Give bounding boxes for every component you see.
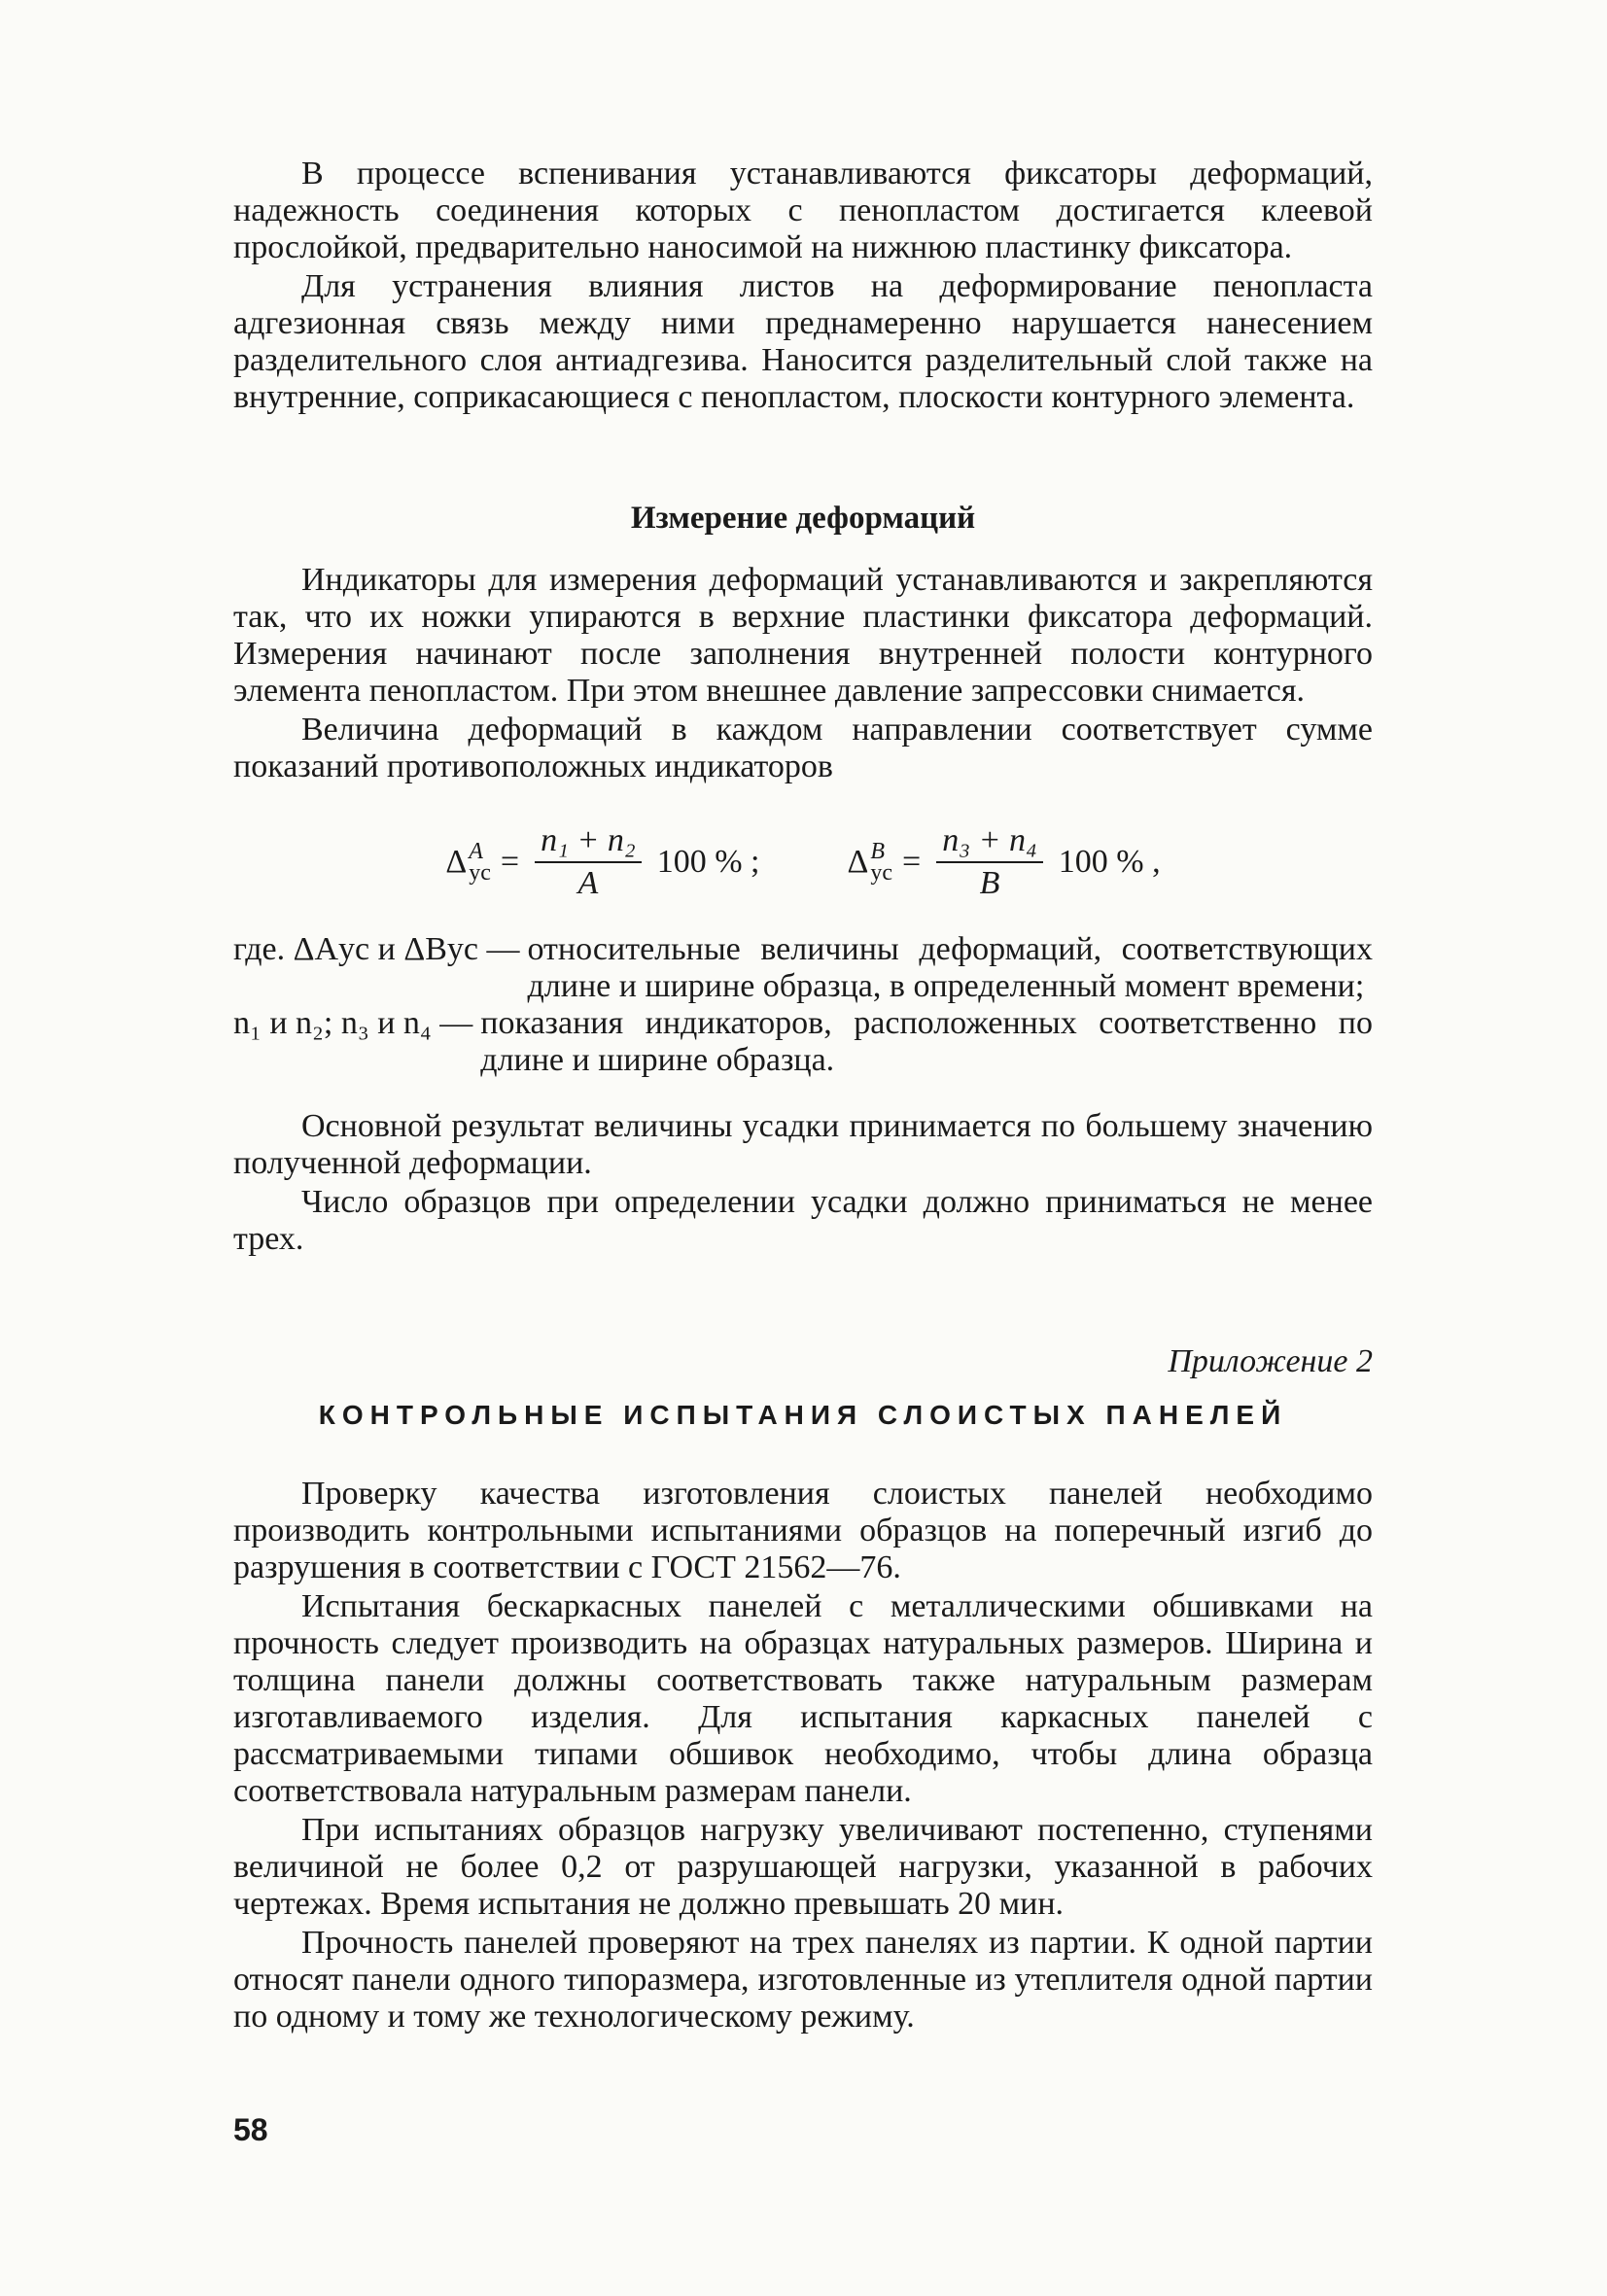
appendix-title: КОНТРОЛЬНЫЕ ИСПЫТАНИЯ СЛОИСТЫХ ПАНЕЛЕЙ — [318, 1400, 1288, 1430]
formula-a-sup: A — [469, 839, 483, 864]
appendix-paragraph-4: Прочность панелей проверяют на трех панелях из партии. К одной партии относят панели одного типоразмера, изготовленные из утеплителя одной партии по одному и тому же технологическому режиму. — [233, 1925, 1373, 2035]
intro-paragraph-1: В процессе вспенивания устанавливаются фиксаторы деформаций, надежность соединения которых с пенопластом достигается клеевой прослойкой, предварительно наносимой на нижнюю пластинку фиксатора. — [233, 156, 1373, 265]
formula-b-delta: Δ — [847, 844, 869, 880]
measurement-heading: Измерение деформаций — [630, 501, 976, 536]
measurement-body — [233, 562, 1373, 785]
formula-a-sub: ус — [469, 860, 491, 886]
formula-a-fraction — [535, 822, 642, 902]
definition-2-term: n₁ и n₂; n₃ и n₄ — — [233, 1005, 473, 1041]
definition-2-desc: показания индикаторов, расположенных соответственно по длине и ширине образца. — [480, 1005, 1373, 1078]
appendix-header — [233, 1343, 1373, 1431]
formula-b-tail: 100 % , — [1058, 844, 1161, 880]
appendix-paragraph-3: При испытаниях образцов нагрузку увеличивают постепенно, ступенями величиной не более 0,2 от разрушающей нагрузки, указанной в рабочих чертежах. Время испытания не должно превышать 20 мин. — [233, 1812, 1373, 1922]
definition-1 — [233, 931, 1373, 1005]
intro-paragraph-2: Для устранения влияния листов на деформирование пенопласта адгезионная связь между ними преднамеренно нарушается нанесением разделительного слоя антиадгезива. Наносится разделительный слой также на внутренние, соприкасающиеся с пенопластом, плоскости контурного элемента. — [233, 268, 1373, 415]
formula-b-sub: ус — [870, 860, 892, 886]
formula-b-equals: = — [902, 844, 922, 880]
formula-a-lhs — [445, 841, 491, 884]
appendix-label: Приложение 2 — [1168, 1343, 1373, 1379]
definition-1-term: где. ΔAус и ΔBус — — [233, 931, 520, 967]
measurement-conclusion — [233, 1108, 1373, 1258]
formula-a-numerator: n₁ + n₂ — [535, 822, 642, 863]
formula-b-denominator: B — [979, 865, 1000, 901]
measurement-paragraph-4: Число образцов при определении усадки должно приниматься не менее трех. — [233, 1184, 1373, 1257]
formula-row — [233, 822, 1373, 902]
page-number: 58 — [233, 2112, 268, 2147]
measurement-paragraph-1: Индикаторы для измерения деформаций устанавливаются и закрепляются так, что их ножки упираются в верхние пластинки фиксатора деформаций. Измерения начинают после заполнения внутренней полости контурного элемента пенопластом. При этом внешнее давление запрессовки снимается. — [233, 562, 1373, 709]
appendix-body — [233, 1476, 1373, 2035]
formula-a — [445, 822, 759, 902]
appendix-paragraph-1: Проверку качества изготовления слоистых панелей необходимо производить контрольными испытаниями образцов на поперечный изгиб до разрушения в соответствии с ГОСТ 21562—76. — [233, 1476, 1373, 1585]
formula-a-denominator: A — [577, 865, 599, 901]
measurement-paragraph-2: Величина деформаций в каждом направлении соответствует сумме показаний противоположных индикаторов — [233, 712, 1373, 784]
measurement-paragraph-3: Основной результат величины усадки принимается по большему значению полученной деформации. — [233, 1108, 1373, 1181]
definitions — [233, 931, 1373, 1079]
intro-section — [233, 156, 1373, 416]
measurement-section — [233, 501, 1373, 537]
formula-b — [847, 822, 1160, 902]
formula-b-sup: B — [870, 839, 886, 864]
formula-a-equals: = — [500, 844, 520, 880]
definition-1-desc: относительные величины деформаций, соответствующих длине и ширине образца, в определенный момент времени; — [527, 931, 1373, 1004]
formula-b-lhs — [847, 841, 892, 884]
formula-b-fraction — [936, 822, 1043, 902]
appendix-paragraph-2: Испытания бескаркасных панелей с металлическими обшивками на прочность следует производить на образцах натуральных размеров. Ширина и толщина панели должны соответствовать также натуральным размерам изготавливаемого изделия. Для испытания каркасных панелей с рассматриваемыми типами обшивок необходимо, чтобы длина образца соответствовала натуральным размерам панели. — [233, 1588, 1373, 1809]
formula-a-delta: Δ — [445, 844, 468, 880]
formula-a-tail: 100 % ; — [656, 844, 760, 880]
formula-b-numerator: n₃ + n₄ — [936, 822, 1043, 863]
definition-2 — [233, 1005, 1373, 1079]
